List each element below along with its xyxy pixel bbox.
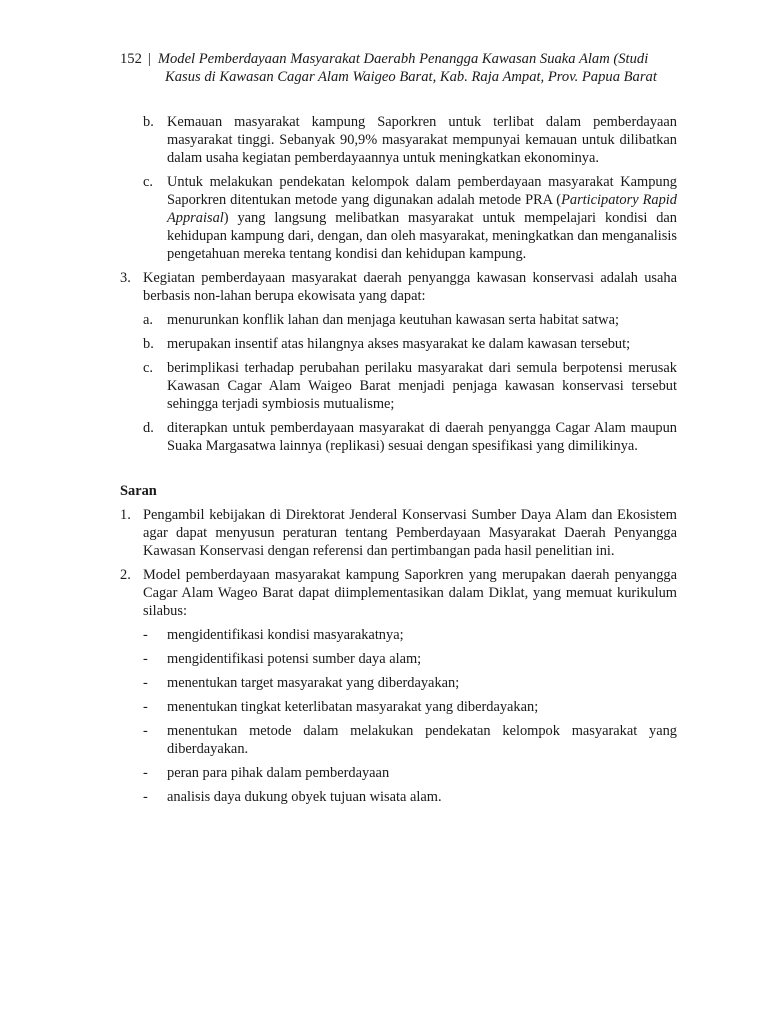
bullet-text: mengidentifikasi potensi sumber daya alam; <box>167 651 422 667</box>
bullet-dash: - <box>143 651 148 667</box>
bullet-dash: - <box>143 675 148 691</box>
bullet-text: analisis daya dukung obyek tujuan wisata alam. <box>167 789 442 805</box>
bullet-item <box>143 698 677 716</box>
list-text: Kegiatan pemberdayaan masyarakat daerah penyangga kawasan konservasi adalah usaha berbasis non-lahan berupa ekowisata yang dapat: <box>143 270 677 304</box>
list-label: a. <box>143 312 153 328</box>
list-item-3d <box>143 419 677 455</box>
list-item-3b <box>143 335 677 353</box>
list-label: 3. <box>120 270 131 286</box>
list-text: merupakan insentif atas hilangnya akses masyarakat ke dalam kawasan tersebut; <box>167 336 631 352</box>
bullet-item <box>143 788 677 806</box>
bullet-text: menentukan metode dalam melakukan pendekatan kelompok masyarakat yang diberdayakan. <box>167 723 677 757</box>
list-text <box>167 173 677 263</box>
page-number: 152 <box>120 51 142 67</box>
list-text: diterapkan untuk pemberdayaan masyarakat di daerah penyangga Cagar Alam maupun Suaka Margasatwa lainnya (replikasi) sesuai dengan spesifikasi yang dimilikinya. <box>167 420 677 454</box>
list-item-3a <box>143 311 677 329</box>
list-text: menurunkan konflik lahan dan menjaga keutuhan kawasan serta habitat satwa; <box>167 312 619 328</box>
bullet-dash: - <box>143 699 148 715</box>
section-title-saran: Saran <box>120 483 157 499</box>
list-label: 1. <box>120 507 131 523</box>
bullet-text: menentukan tingkat keterlibatan masyarakat yang diberdayakan; <box>167 699 539 715</box>
text-segment: ) yang langsung melibatkan masyarakat untuk mempelajari kondisi dan kehidupan kampung dari, dengan, dan oleh masyarakat, meningkatkan dan menganalisis pengetahuan mereka tentang kondisi dan kehidupan kampung. <box>167 210 677 262</box>
list-label: d. <box>143 420 154 436</box>
bullet-item <box>143 764 677 782</box>
list-label: c. <box>143 174 153 190</box>
bullet-dash: - <box>143 789 148 805</box>
list-item-c <box>143 173 677 263</box>
header-title-line2: Kasus di Kawasan Cagar Alam Waigeo Barat, Kab. Raja Ampat, Prov. Papua Barat <box>165 69 657 85</box>
running-header <box>120 50 680 86</box>
bullet-item <box>143 650 677 668</box>
document-body <box>120 113 677 806</box>
list-label: b. <box>143 336 154 352</box>
list-label: c. <box>143 360 153 376</box>
bullet-text: menentukan target masyarakat yang diberdayakan; <box>167 675 460 691</box>
list-text: Model pemberdayaan masyarakat kampung Saporkren yang merupakan daerah penyangga Cagar Alam Wageo Barat dapat diimplementasikan dalam Diklat, yang memuat kurikulum silabus: <box>143 567 677 619</box>
list-label: b. <box>143 114 154 130</box>
header-title-line1: Model Pemberdayaan Masyarakat Daerabh Penangga Kawasan Suaka Alam (Studi <box>157 51 649 67</box>
bullet-text: mengidentifikasi kondisi masyarakatnya; <box>167 627 404 643</box>
bullet-item <box>143 722 677 758</box>
bullet-dash: - <box>143 765 148 781</box>
bullet-item <box>143 674 677 692</box>
list-item-3 <box>120 269 677 305</box>
bullet-text: peran para pihak dalam pemberdayaan <box>167 765 390 781</box>
list-item-b <box>143 113 677 167</box>
bullet-dash: - <box>143 723 148 739</box>
bullet-dash: - <box>143 627 148 643</box>
list-item-3c <box>143 359 677 413</box>
bullet-item <box>143 626 677 644</box>
text-italic-segment: Participatory Rapid Appraisal <box>167 192 677 226</box>
list-text: berimplikasi terhadap perubahan perilaku masyarakat dari semula berpotensi merusak Kawasan Cagar Alam Waigeo Barat menjadi penjaga kawasan konservasi tersebut sehingga terjadi symbiosis mutualisme; <box>167 360 677 412</box>
list-label: 2. <box>120 567 131 583</box>
list-text: Kemauan masyarakat kampung Saporkren untuk terlibat dalam pemberdayaan masyarakat tinggi. Sebanyak 90,9% masyarakat mempunyai kemauan untuk dilibatkan dalam usaha kegiatan pemberdayaannya untuk meningkatkan ekonominya. <box>167 114 677 166</box>
text-segment: Untuk melakukan pendekatan kelompok dalam pemberdayaan masyarakat Kampung Saporkren ditentukan metode yang digunakan adalah metode PRA ( <box>167 174 677 208</box>
list-text: Pengambil kebijakan di Direktorat Jenderal Konservasi Sumber Daya Alam dan Ekosistem agar dapat menyusun peraturan tentang Pemberdayaan Masyarakat Daerah Penyangga Kawasan Konservasi dengan referensi dan pertimbangan pada hasil penelitian ini. <box>143 507 677 559</box>
header-separator: | <box>147 51 151 67</box>
saran-item-2 <box>120 566 677 620</box>
saran-item-1 <box>120 506 677 560</box>
